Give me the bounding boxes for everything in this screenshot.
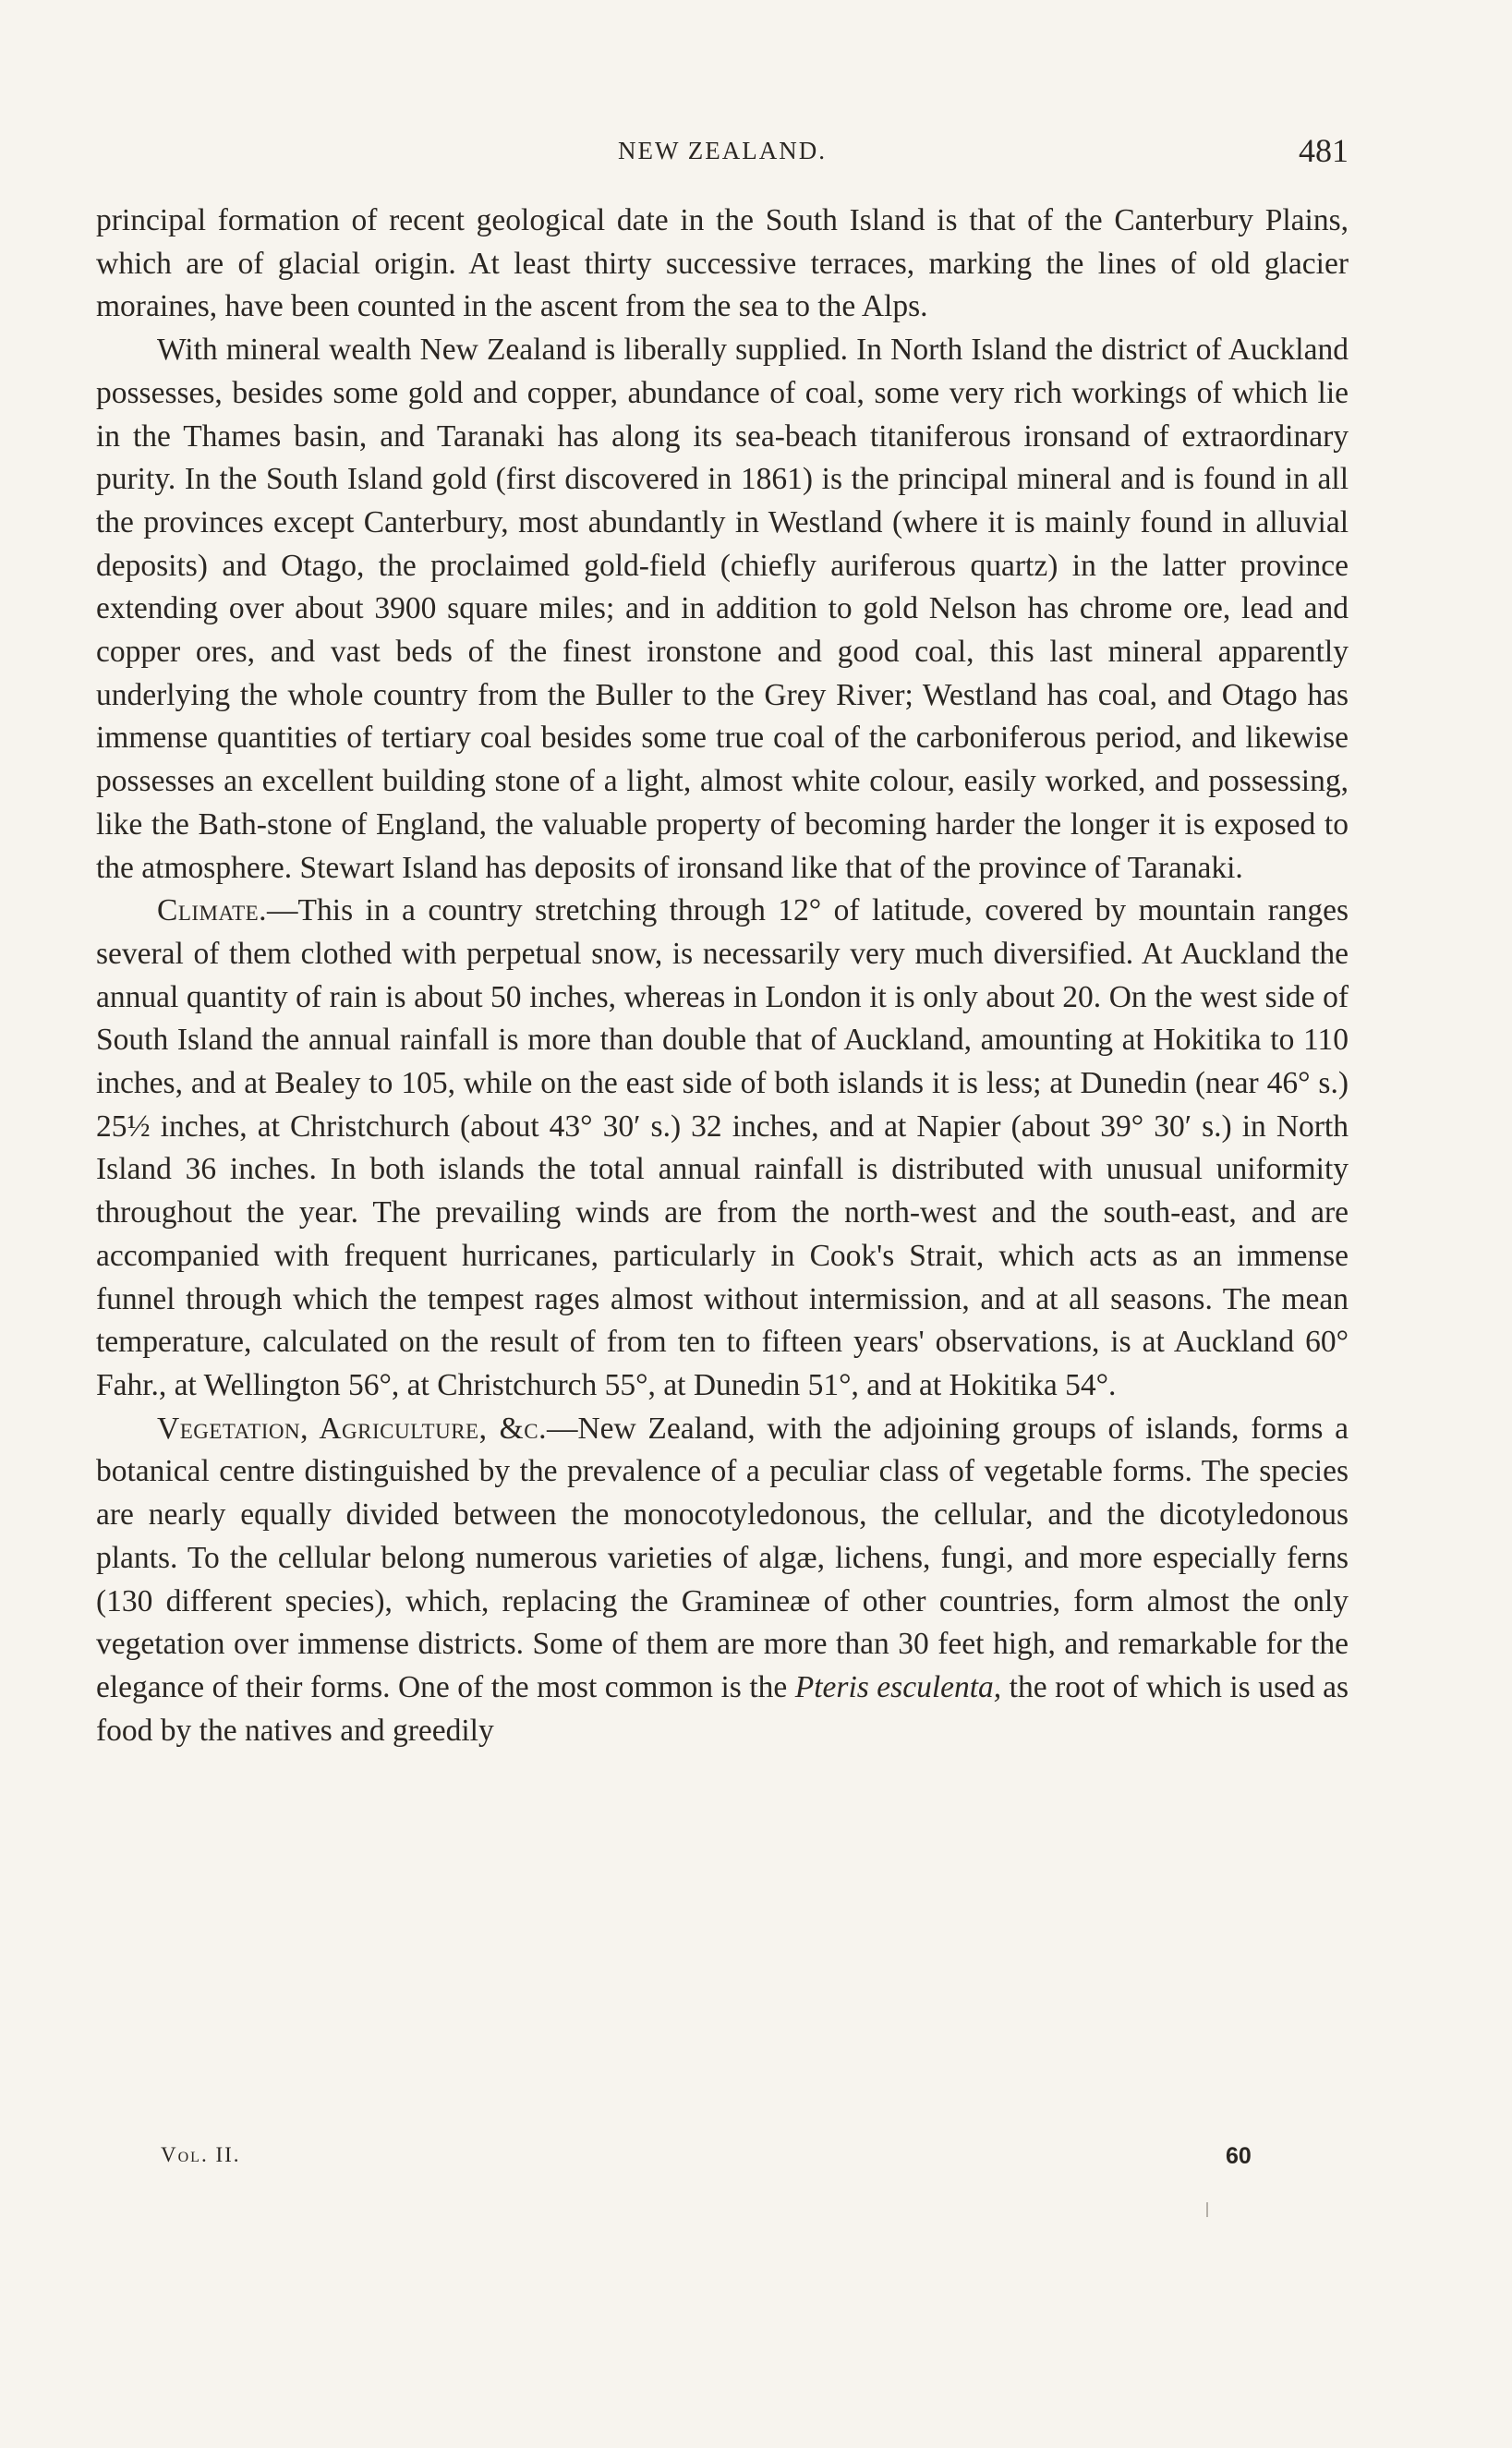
paragraph-text: —This in a country stretching through 12° of latitude, covered by mountain ranges several of them clothed with perpetual snow, is necessarily very much diversified. At Auckland the annual quantity of rain is about 50 inches, whereas in London it is only about 20. On the west side of South Island the annual rainfall is more than double that of Auckland, amounting at Hokitika to 110 inches, and at Bealey to 105, while on the east side of both islands it is less; at Dunedin (near 46° s.) 25½ inches, at Christchurch (about 43° 30′ s.) 32 inches, and at Napier (about 39° 30′ s.) in North Island 36 inches. In both islands the total annual rainfall is distributed with unusual uniformity throughout the year. The prevailing winds are from the north-west and the south-east, and are accompanied with frequent hurricanes, particularly in Cook's Strait, which acts as an immense funnel through which the tempest rages almost without intermission, and at all seasons. The mean temperature, calculated on the result of from ten to fifteen years' observations, is at Auckland 60° Fahr., at Wellington 56°, at Christchurch 55°, at Dunedin 51°, and at Hokitika 54°. [96, 893, 1349, 1402]
section-heading-vegetation: Vegetation, Agriculture, &c. [157, 1411, 547, 1446]
paragraph-text: —New Zealand, with the adjoining groups of islands, forms a botanical centre distinguished by the prevalence of a peculiar class of vegetable forms. The species are nearly equally divided between the monocotyledonous, the cellular, and the dicotyledonous plants. To the cellular belong numerous varieties of algæ, lichens, fungi, and more especially ferns (130 different species), which, replacing the Gramineæ of other countries, form almost the only vegetation over immense districts. Some of them are more than 30 feet high, and remarkable for the elegance of their forms. One of the most common is the [96, 1411, 1349, 1704]
page-footer [96, 2143, 1349, 2180]
species-name: Pteris esculenta, [794, 1669, 1002, 1704]
paper-speck [1206, 2202, 1208, 2217]
paragraph-geology [96, 200, 1349, 329]
body-text [96, 200, 1349, 1752]
paragraph-minerals [96, 329, 1349, 890]
paragraph-text: principal formation of recent geological date in the South Island is that of the Canterbury Plains, which are of glacial origin. At least thirty successive terraces, marking the lines of old glacier moraines, have been counted in the ascent from the sea to the Alps. [96, 203, 1349, 324]
volume-mark: Vol. II. [161, 2143, 241, 2166]
paragraph-vegetation [96, 1408, 1349, 1753]
page-number: 481 [1299, 132, 1349, 169]
running-title: NEW ZEALAND. [618, 137, 827, 164]
section-heading-climate: Climate. [157, 893, 268, 928]
paragraph-text-tail: the root of which is used as food by the natives and greedily [96, 1669, 1349, 1748]
signature-number: 60 [1226, 2143, 1252, 2169]
paragraph-text: With mineral wealth New Zealand is liberally supplied. In North Island the district of Auckland possesses, besides some gold and copper, abundance of coal, some very rich workings of which lie in the Thames basin, and Taranaki has along its sea-beach titaniferous ironsand of extraordinary purity. In the South Island gold (first discovered in 1861) is the principal mineral and is found in all the provinces except Canterbury, most abundantly in Westland (where it is mainly found in alluvial deposits) and Otago, the proclaimed gold-field (chiefly auriferous quartz) in the latter province extending over about 3900 square miles; and in addition to gold Nelson has chrome ore, lead and copper ores, and vast beds of the finest ironstone and good coal, this last mineral apparently underlying the whole country from the Buller to the Grey River; Westland has coal, and Otago has immense quantities of tertiary coal besides some true coal of the carboniferous period, and likewise possesses an excellent building stone of a light, almost white colour, easily worked, and possessing, like the Bath-stone of England, the valuable property of becoming harder the longer it is exposed to the atmosphere. Stewart Island has deposits of ironsand like that of the province of Taranaki. [96, 333, 1349, 885]
page-header [96, 132, 1349, 183]
paragraph-climate [96, 890, 1349, 1407]
